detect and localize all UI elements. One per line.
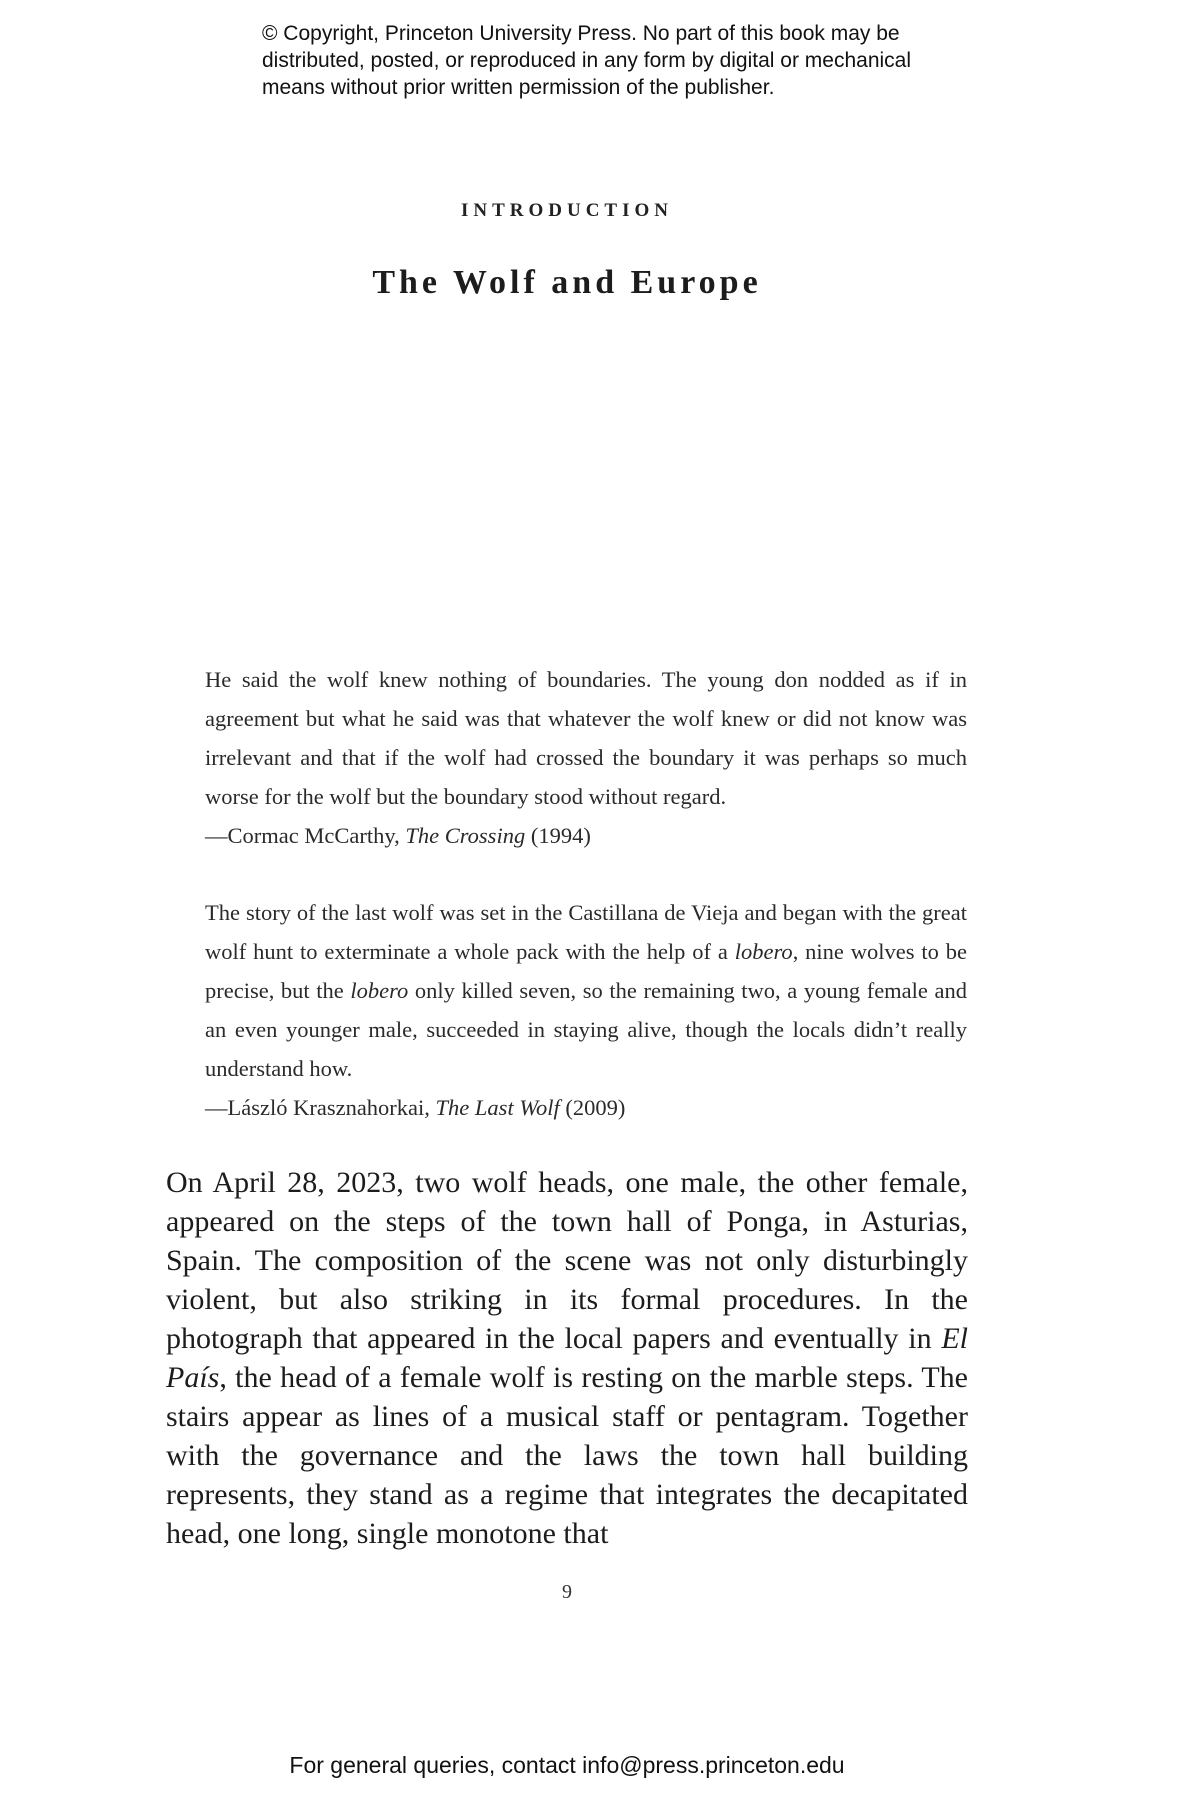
epigraph-mccarthy (205, 660, 967, 855)
quote-term: lobero (734, 939, 793, 964)
copyright-notice (262, 20, 982, 101)
chapter-title: The Wolf and Europe (372, 264, 762, 301)
body-text: On April 28, 2023, two wolf heads, one male, the other female, appeared on the steps of the town hall of Ponga, in Asturias, Spain. The composition of the scene was not only disturbingly violent, but also striking in its formal procedures. In the photograph that appeared in the local papers and eventually in (166, 1166, 968, 1355)
quote-text: only killed seven, so the remaining two, a young female and an even younger male, succeeded in staying alive, though the locals didn’t really understand how. (205, 978, 967, 1081)
attribution-year: (2009) (559, 1095, 626, 1120)
quote-text: , nine wolves to be precise, but the (205, 939, 968, 1003)
body-text: , the head of a female wolf is resting on the marble steps. The stairs appear as lines of a musical staff or pentagram. Together with the governance and the laws the town hall building represents, they stand as a regime that integrates the decapitated head, one long, single monotone that (166, 1361, 968, 1550)
quote-text: The story of the last wolf was set in the Castillana de Vieja and began with the great wolf hunt to exterminate a whole pack with the help of a (205, 900, 967, 964)
attribution-author: —Cormac McCarthy, (205, 823, 406, 848)
quote-term: lobero (350, 978, 409, 1003)
body-newspaper-title: El País (166, 1322, 968, 1394)
epigraph-quote (205, 893, 967, 1088)
body-paragraph (166, 1163, 968, 1553)
epigraph-krasznahorkai (205, 893, 967, 1127)
attribution-work: The Crossing (405, 823, 526, 848)
chapter-kicker: INTRODUCTION (460, 200, 674, 221)
copyright-line: means without prior written permission of the publisher. (262, 76, 775, 99)
attribution-work: The Last Wolf (435, 1095, 560, 1120)
epigraph-attribution (205, 816, 967, 855)
page-number: 9 (562, 1581, 572, 1603)
epigraph-quote: He said the wolf knew nothing of boundaries. The young don nodded as if in agreement but what he said was that whatever the wolf knew or did not know was irrelevant and that if the wolf had crossed the boundary it was perhaps so much worse for the wolf but the boundary stood without regard. (205, 667, 967, 809)
copyright-line: distributed, posted, or reproduced in any form by digital or mechanical (262, 49, 912, 72)
footer-contact: For general queries, contact info@press.princeton.edu (289, 1752, 845, 1778)
attribution-year: (1994) (525, 823, 591, 848)
epigraph-attribution (205, 1088, 967, 1127)
copyright-line: © Copyright, Princeton University Press. No part of this book may be (262, 22, 900, 45)
attribution-author: —László Krasznahorkai, (205, 1095, 436, 1120)
